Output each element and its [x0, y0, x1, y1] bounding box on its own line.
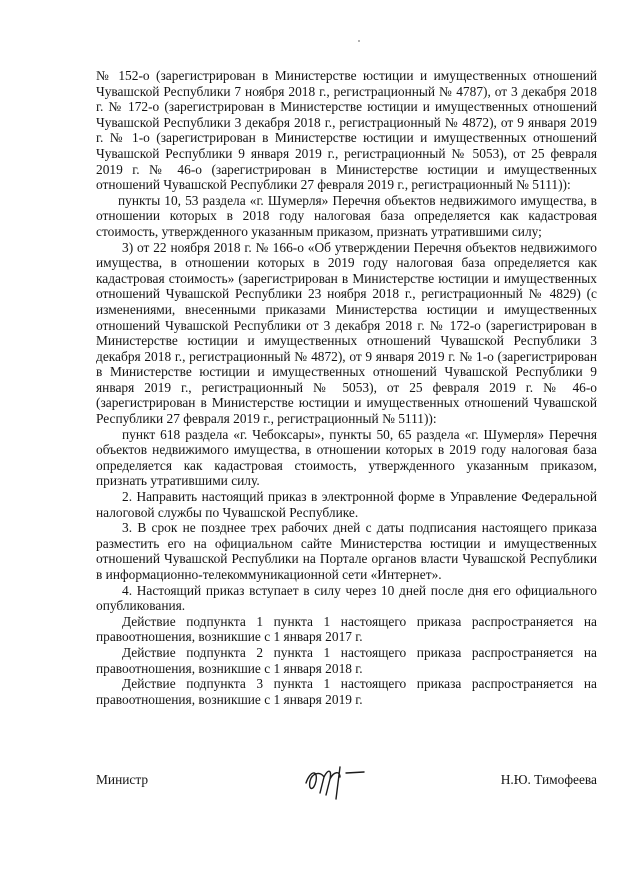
handwritten-signature: [296, 753, 376, 803]
paragraph: Действие подпункта 1 пункта 1 настоящего приказа распространяется на правоотношения, возникшие с 1 января 2017 г.: [96, 613, 597, 645]
paragraph: пункты 10, 53 раздела «г. Шумерля» Перечня объектов недвижимого имущества, в отношении которых в 2018 году налоговая база определяется как кадастровая стоимость, утвержденного указанным приказом, признать утратившими силу;: [96, 192, 597, 239]
paragraph: 3. В срок не позднее трех рабочих дней с даты подписания настоящего приказа разместить его на официальном сайте Министерства юстиции и имущественных отношений Чувашской Республики на Портале органов власти Чувашской Республики в информационно-телекоммуникационной сети «Интернет».: [96, 520, 597, 582]
paragraph: Действие подпункта 3 пункта 1 настоящего приказа распространяется на правоотношения, возникшие с 1 января 2019 г.: [96, 676, 597, 707]
paragraph: пункт 618 раздела «г. Чебоксары», пункты 50, 65 раздела «г. Шумерля» Перечня объектов недвижимого имущества, в отношении которых в 2019 году налоговая база определяется как кадастровая стоимость, утвержденного указанным приказом, признать утратившими силу.: [96, 426, 597, 489]
signature-block: [96, 765, 597, 805]
paragraph: 3) от 22 ноября 2018 г. № 166-о «Об утверждении Перечня объектов недвижимого имущества, в отношении которых в 2019 году налоговая база определяется как кадастровая стоимость» (зарегистрирован в Министерстве юстиции и имущественных отношений Чувашской Республики 23 ноября 2018 г., регистрационный № 4829) (с изменениями, внесенными приказами Министерства юстиции и имущественных отношений Чувашской Республики от 3 декабря 2018 г. № 172-о (зарегистрирован в Министерстве юстиции и имущественных отношений Чувашской Республики 3 декабря 2018 г., регистрационный № 4872), от 9 января 2019 г. № 1-о (зарегистрирован в Министерстве юстиции и имущественных отношений Чувашской Республики 9 января 2019 г., регистрационный № 5053), от 25 февраля 2019 г. № 46-о (зарегистрирован в Министерстве юстиции и имущественных отношений Чувашской Республики 27 февраля 2019 г., регистрационный № 5111)):: [96, 239, 597, 427]
paragraph: № 152-о (зарегистрирован в Министерстве юстиции и имущественных отношений Чувашской Республики 7 ноября 2018 г., регистрационный № 4787), от 3 декабря 2018 г. № 172-о (зарегистрирован в Министерстве юстиции и имущественных отношений Чувашской Республики 3 декабря 2018 г., регистрационный № 4872), от 9 января 2019 г. № 1-о (зарегистрирован в Министерстве юстиции и имущественных отношений Чувашской Республики 9 января 2019 г., регистрационный № 5053), от 25 февраля 2019 г. № 46-о (зарегистрирован в Министерстве юстиции и имущественных отношений Чувашской Республики 27 февраля 2019 г., регистрационный № 5111)):: [96, 68, 597, 193]
paragraph: 2. Направить настоящий приказ в электронной форме в Управление Федеральной налоговой службы по Чувашской Республике.: [96, 489, 597, 520]
document-body: [96, 68, 597, 707]
paragraph: Действие подпункта 2 пункта 1 настоящего приказа распространяется на правоотношения, возникшие с 1 января 2018 г.: [96, 644, 597, 676]
scan-speck: [358, 40, 360, 42]
signer-name: Н.Ю. Тимофеева: [500, 772, 597, 787]
signer-title: Министр: [96, 772, 149, 787]
paragraph: 4. Настоящий приказ вступает в силу через 10 дней после дня его официального опубликования.: [96, 582, 597, 614]
